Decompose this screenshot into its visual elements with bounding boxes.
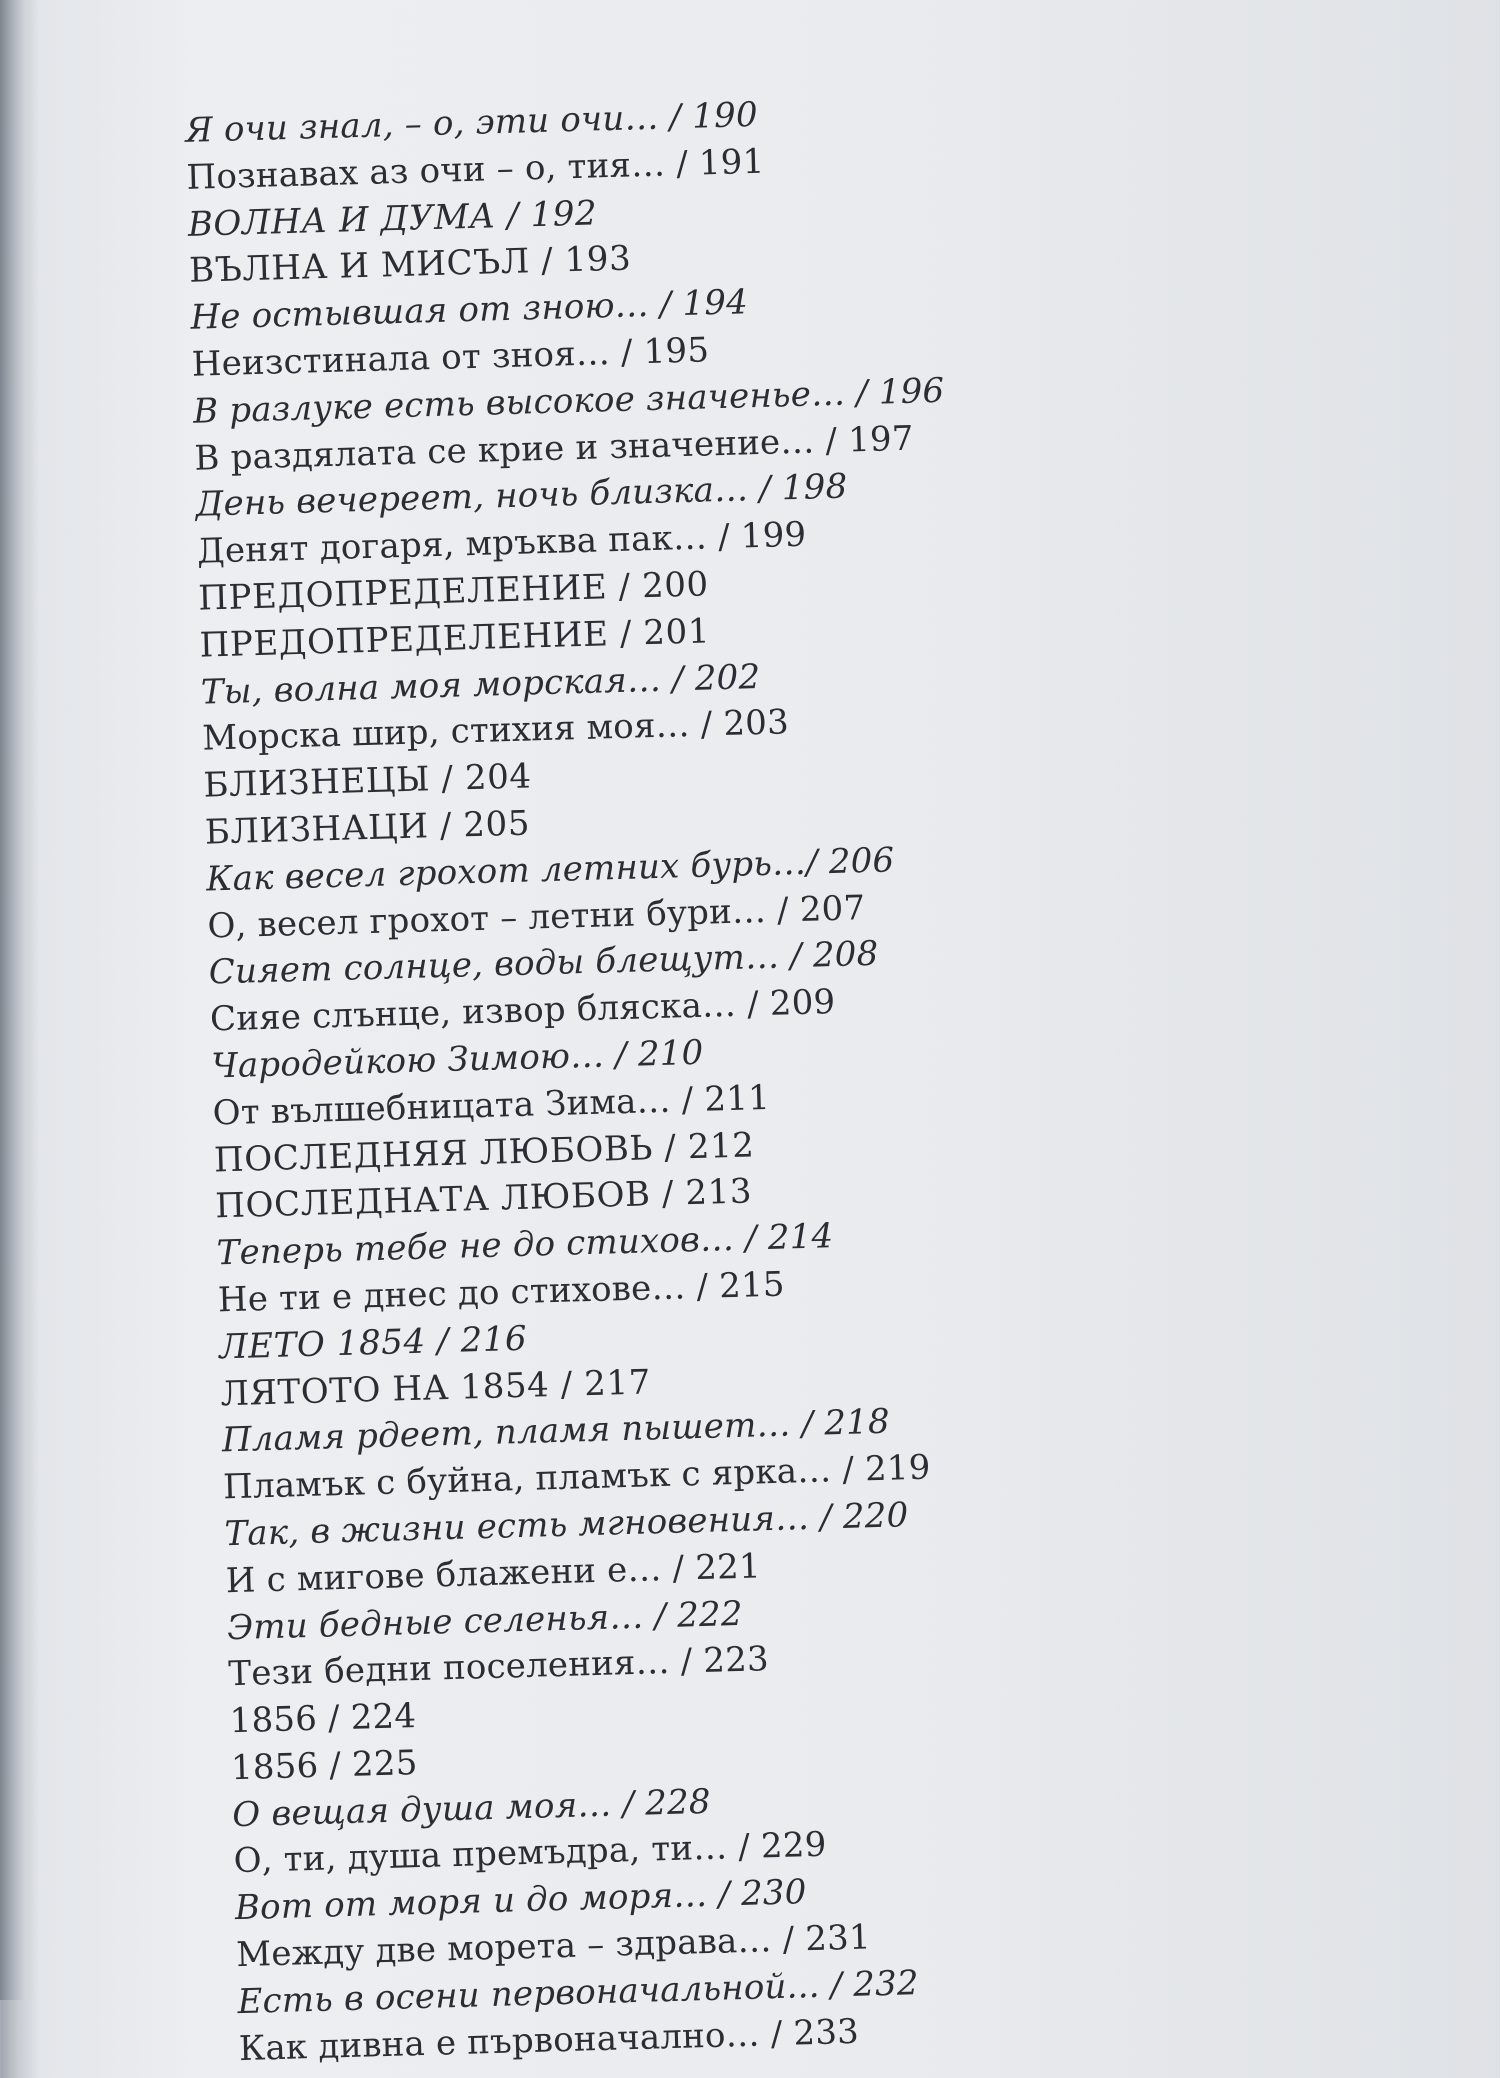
toc-entry: ЛЕТО 1854 / 216 [218, 1318, 528, 1368]
toc-entry: Чародейкою Зимою… / 210 [210, 1032, 704, 1087]
toc-entry: В раздялата се крие и значение… / 197 [193, 418, 915, 479]
toc-entry: ПОСЛЕДНАТА ЛЮБОВ / 213 [214, 1171, 753, 1227]
toc-entry: Вот от моря и до моря… / 230 [234, 1872, 808, 1929]
toc-entry: Денят догаря, мръква пак… / 199 [196, 514, 807, 572]
toc-entry: ПРЕДОПРЕДЕЛЕНИЕ / 200 [197, 564, 710, 619]
toc-entry: Эти бедные селенья… / 222 [226, 1593, 744, 1648]
toc-entry: Пламък с буйна, пламък с ярка… / 219 [222, 1447, 932, 1508]
toc-entry: Познавах аз очи – о, тия… / 191 [186, 141, 765, 198]
toc-entry: Тези бедни поселения… / 223 [227, 1639, 770, 1695]
toc-entry: Морска шир, стихия моя… / 203 [201, 702, 790, 759]
toc-entry: О вещая душа моя… / 228 [231, 1781, 712, 1835]
toc-entry: Сияе слънце, извор бляска… / 209 [209, 982, 836, 1040]
toc-entry: БЛИЗНЕЦЫ / 204 [203, 756, 533, 806]
toc-entry: Неизстинала от зноя… / 195 [191, 330, 710, 385]
toc-entry: Ты, волна моя морская… / 202 [200, 656, 761, 713]
toc-entry: В разлуке есть высокое значенье… / 196 [192, 370, 945, 432]
toc-entry: О, ти, душа премъдра, ти… / 229 [233, 1825, 828, 1882]
toc-entry: Сияет солнце, воды блещут… / 208 [208, 934, 879, 993]
toc-entry: Как весел грохот летних бурь…/ 206 [205, 840, 895, 900]
toc-entry: От вълшебницата Зима… / 211 [212, 1077, 771, 1134]
toc-entry: БЛИЗНАЦИ / 205 [204, 803, 531, 853]
toc-entry: Не остывшая от зною… / 194 [189, 282, 749, 338]
toc-entry: Не ти е днес до стихове… / 215 [217, 1264, 786, 1321]
toc-entry: Пламя рдеет, пламя пышет… / 218 [221, 1402, 891, 1461]
toc-entry: И с мигове блажени е… / 221 [225, 1546, 762, 1601]
toc-entry: 1856 / 224 [229, 1696, 417, 1742]
table-of-contents [185, 83, 1140, 2073]
toc-entry: Так, в жизни есть мгновения… / 220 [223, 1495, 909, 1555]
toc-entry: День вечереет, ночь близка… / 198 [195, 466, 848, 526]
toc-entry: Я очи знал, – о, эти очи… / 190 [184, 94, 759, 151]
toc-entry: Теперь тебе не до стихов… / 214 [216, 1216, 834, 1274]
toc-entry: ВОЛНА И ДУМА / 192 [187, 192, 598, 245]
toc-entry: ВЪЛНА И МИСЪЛ / 193 [188, 238, 632, 292]
toc-entry: 1856 / 225 [230, 1742, 419, 1789]
toc-entry: О, весел грохот – летни бури… / 207 [206, 887, 866, 947]
toc-entry: ПОСЛЕДНЯЯ ЛЮБОВЬ / 212 [213, 1124, 756, 1180]
toc-entry: Между две морета – здрава… / 231 [235, 1917, 872, 1976]
toc-entry: ЛЯТОТО НА 1854 / 217 [220, 1361, 652, 1414]
toc-entry: ПРЕДОПРЕДЕЛЕНИЕ / 201 [199, 611, 711, 666]
toc-entry: Есть в осени первоначальной... / 232 [237, 1962, 920, 2022]
toc-entry: Как дивна е първоначално… / 233 [238, 2011, 860, 2069]
